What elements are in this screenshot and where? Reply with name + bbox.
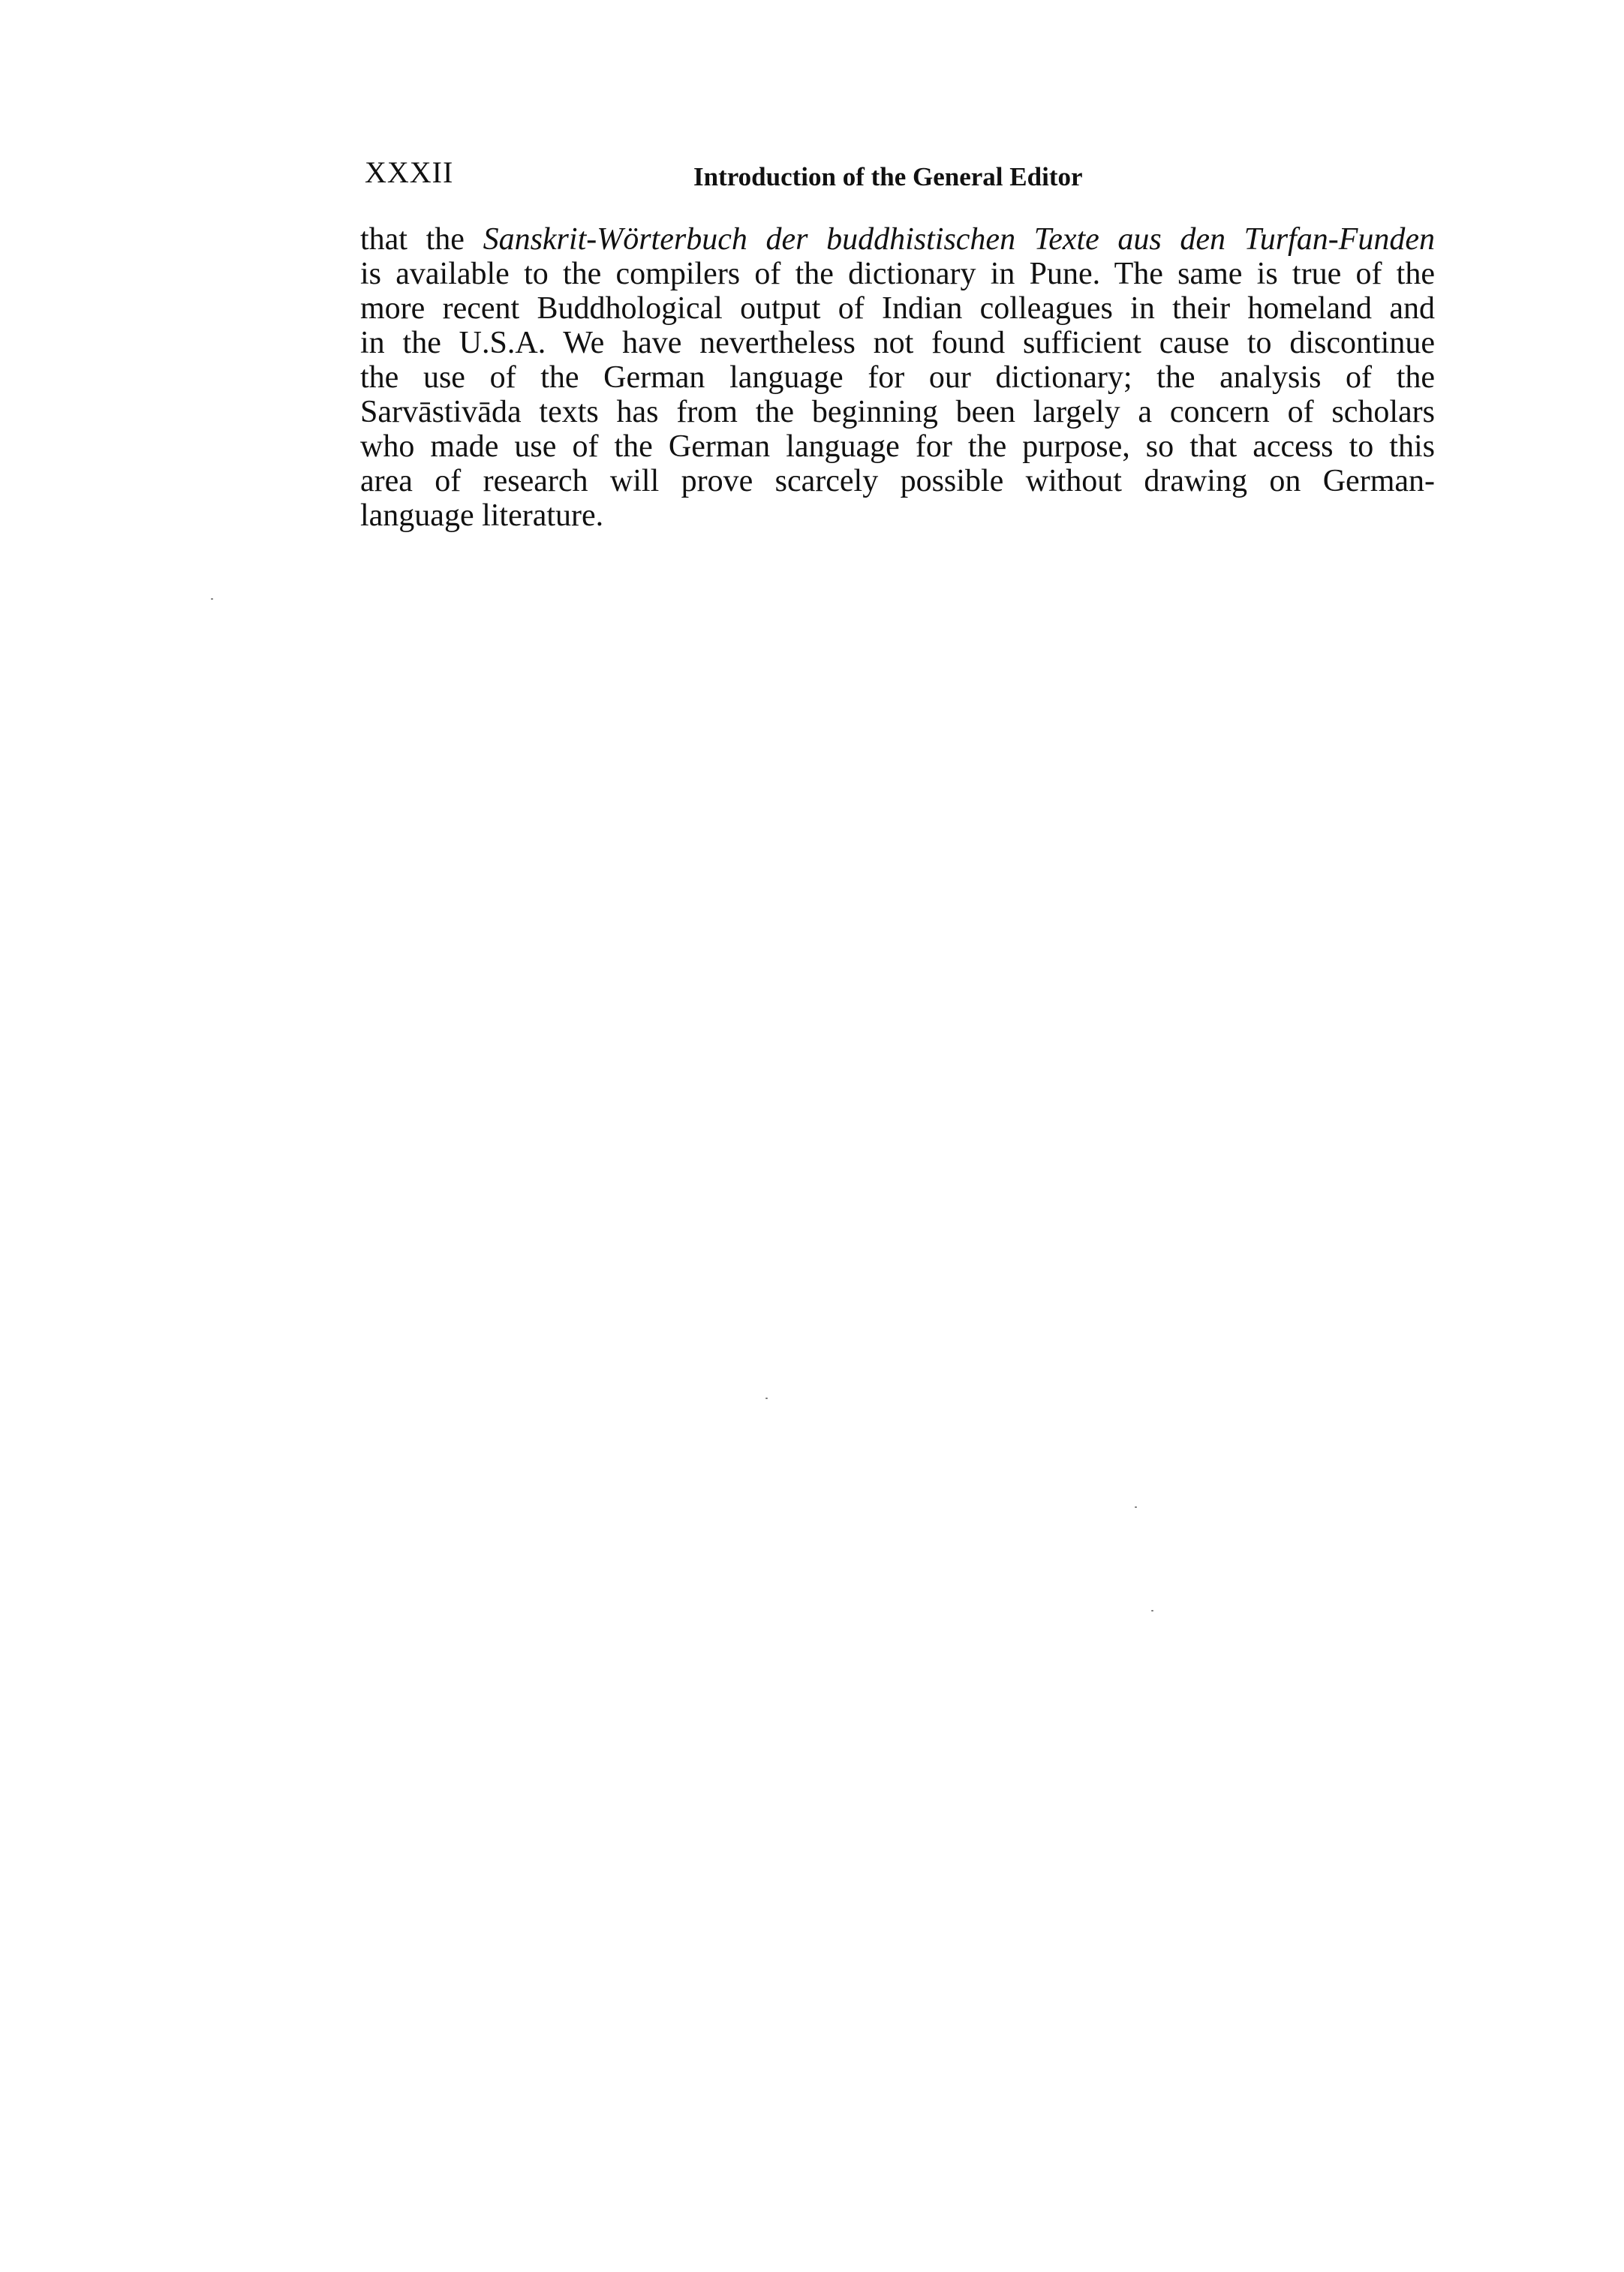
scan-speck <box>211 598 213 600</box>
scan-speck <box>1135 1506 1137 1508</box>
italic-title: Sanskrit-Wörterbuch der buddhistischen Texte aus den Turfan-Funden <box>483 222 1436 257</box>
text-line: is available to the compilers of the dictionary in Pune. The same is true of the <box>360 257 1435 291</box>
scan-speck <box>1151 1610 1153 1611</box>
text-line: the use of the German language for our dictionary; the analysis of the <box>360 360 1435 395</box>
text-line: Sarvāstivāda texts has from the beginning been largely a concern of scholars <box>360 395 1435 429</box>
text-line: in the U.S.A. We have nevertheless not found sufficient cause to discontinue <box>360 326 1435 360</box>
scan-speck <box>765 1398 768 1399</box>
text-line: who made use of the German language for the purpose, so that access to this <box>360 429 1435 464</box>
running-title: Introduction of the General Editor <box>693 162 1083 191</box>
page-number: XXXII <box>365 155 454 189</box>
text-line-prefix: that the <box>360 222 483 257</box>
running-head <box>365 155 1438 200</box>
text-line: area of research will prove scarcely possible without drawing on German- <box>360 464 1435 498</box>
text-line: more recent Buddhological output of Indian colleagues in their homeland and <box>360 291 1435 326</box>
text-line <box>360 222 1435 257</box>
body-paragraph <box>360 222 1435 533</box>
text-line: language literature. <box>360 498 604 533</box>
